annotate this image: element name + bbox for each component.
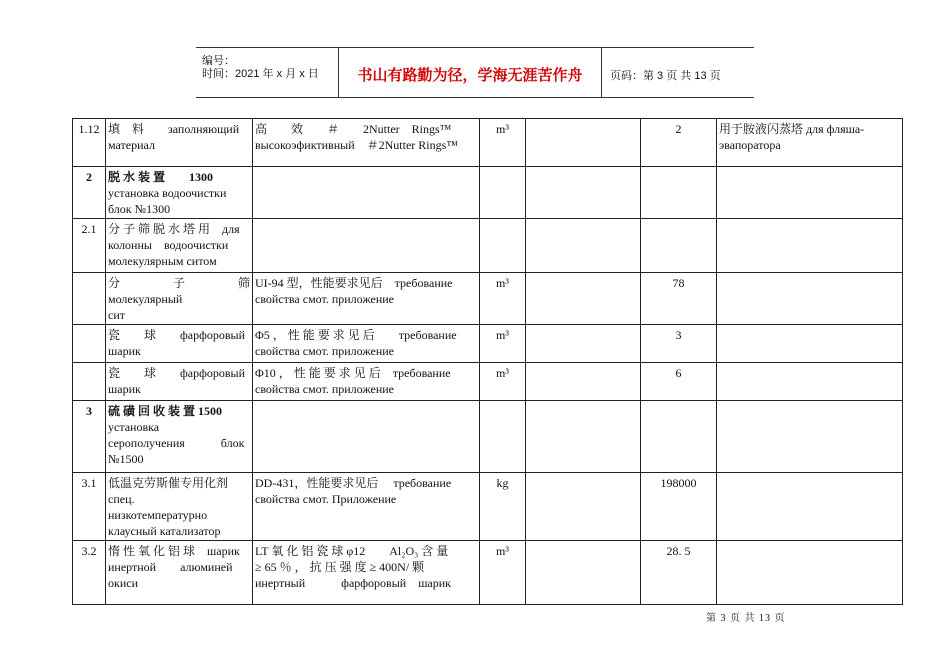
unit-cell bbox=[480, 167, 526, 219]
item-name-cell-line: установка bbox=[108, 420, 160, 434]
item-name-cell bbox=[106, 541, 253, 605]
item-name-cell bbox=[106, 273, 253, 325]
unit-cell bbox=[480, 219, 526, 273]
item-name-cell-line: клаусный катализатор bbox=[108, 524, 221, 538]
header-motto-cell bbox=[339, 48, 602, 97]
time-label: 时间：2021 年 x 月 x 日 bbox=[202, 68, 319, 80]
table-row bbox=[73, 363, 903, 401]
unit-cell bbox=[480, 401, 526, 473]
spec-cell-line: свойства смот. Приложение bbox=[255, 492, 397, 506]
spec-cell bbox=[253, 363, 480, 401]
note-cell bbox=[717, 219, 903, 273]
quantity-cell: 2 bbox=[641, 119, 717, 167]
item-name-cell-line: 分 子 筛 脱 水 塔 用 для bbox=[108, 222, 240, 236]
quantity-cell: 78 bbox=[641, 273, 717, 325]
spec-cell-line: свойства смот. приложение bbox=[255, 292, 395, 306]
unit-cell: m³ bbox=[480, 541, 526, 605]
note-cell-line: эвапоратора bbox=[719, 138, 781, 152]
table-row bbox=[73, 219, 903, 273]
item-name-cell-line: шарик bbox=[108, 382, 141, 396]
item-name-cell-line: 脱 水 装 置 1300 bbox=[108, 170, 214, 184]
blank-cell bbox=[526, 219, 641, 273]
item-name-cell-line: колонны водоочистки bbox=[108, 238, 229, 252]
spec-cell bbox=[253, 119, 480, 167]
blank-cell bbox=[526, 401, 641, 473]
note-cell bbox=[717, 167, 903, 219]
spec-cell-line: Φ5 ， 性 能 要 求 见 后 требование bbox=[255, 328, 457, 342]
note-cell bbox=[717, 363, 903, 401]
item-name-cell-line: шарик bbox=[108, 344, 141, 358]
item-name-cell-line: 低温克劳斯催专用化剂 bbox=[108, 476, 229, 490]
table-row bbox=[73, 119, 903, 167]
note-cell bbox=[717, 119, 903, 167]
quantity-cell: 6 bbox=[641, 363, 717, 401]
item-number-cell: 1.12 bbox=[73, 119, 106, 167]
unit-cell: kg bbox=[480, 473, 526, 541]
spec-cell-line: Φ10 ， 性 能 要 求 见 后 требование bbox=[255, 366, 451, 380]
quantity-cell bbox=[641, 219, 717, 273]
quantity-cell bbox=[641, 401, 717, 473]
spec-cell-line: 高 效 ＃ 2Nutter Rings™ bbox=[255, 122, 452, 136]
spec-cell-line: высокоэфиктивный ＃2Nutter Rings™ bbox=[255, 138, 459, 152]
table-row bbox=[73, 273, 903, 325]
item-number-cell: 2 bbox=[73, 167, 106, 219]
item-number-cell bbox=[73, 273, 106, 325]
item-number-cell: 3.1 bbox=[73, 473, 106, 541]
spec-cell-line: UI-94 型，性能要求见后 требование bbox=[255, 276, 453, 290]
item-name-cell bbox=[106, 167, 253, 219]
item-name-cell-line: низкотемпературно bbox=[108, 508, 208, 522]
blank-cell bbox=[526, 541, 641, 605]
item-name-cell-line: спец. bbox=[108, 492, 135, 506]
item-name-cell-line: установка водоочистки bbox=[108, 186, 227, 200]
page-number-label: 页码：第 3 页 共 13 页 bbox=[610, 70, 721, 82]
item-name-cell-line: инертной алюминей bbox=[108, 560, 233, 574]
spec-cell-line: свойства смот. приложение bbox=[255, 382, 395, 396]
spec-cell-line: LT 氧 化 铝 瓷 球 φ12 Al₂O₃ 含 量 bbox=[255, 544, 449, 558]
item-name-cell-line: серополучения блок bbox=[108, 436, 245, 450]
item-name-cell-line: материал bbox=[108, 138, 155, 152]
item-name-cell-line: молекулярным ситом bbox=[108, 254, 217, 268]
note-cell bbox=[717, 473, 903, 541]
page-header bbox=[196, 47, 754, 98]
item-name-cell-line: сит bbox=[108, 308, 125, 322]
item-name-cell-line: 硫 磺 回 收 装 置 1500 bbox=[108, 404, 223, 418]
table-row bbox=[73, 541, 903, 605]
item-name-cell bbox=[106, 119, 253, 167]
note-cell-line: 用于胺液闪蒸塔 для фляша- bbox=[719, 122, 865, 136]
item-name-cell bbox=[106, 473, 253, 541]
spec-cell-line: свойства смот. приложение bbox=[255, 344, 395, 358]
table-row bbox=[73, 401, 903, 473]
page-footer: 第 3 页 共 13 页 bbox=[706, 613, 786, 624]
note-cell bbox=[717, 401, 903, 473]
item-number-cell bbox=[73, 325, 106, 363]
spec-cell-line: ≥ 65 ％ ， 抗 压 强 度 ≥ 400N/ 颗 bbox=[255, 560, 425, 574]
item-name-cell-line: 惰 性 氧 化 铝 球 шарик bbox=[108, 544, 240, 558]
item-number-cell bbox=[73, 363, 106, 401]
item-number-cell: 2.1 bbox=[73, 219, 106, 273]
note-cell bbox=[717, 273, 903, 325]
note-cell bbox=[717, 325, 903, 363]
item-name-cell-line: блок №1300 bbox=[108, 202, 171, 216]
item-name-cell-line: окиси bbox=[108, 576, 138, 590]
item-number-cell: 3.2 bbox=[73, 541, 106, 605]
table-body bbox=[73, 119, 903, 605]
item-name-cell-line: №1500 bbox=[108, 452, 144, 466]
item-name-cell-line: 分 子 筛 молекулярный bbox=[108, 276, 250, 306]
item-name-cell bbox=[106, 363, 253, 401]
materials-table bbox=[72, 118, 903, 605]
table-row bbox=[73, 325, 903, 363]
item-name-cell bbox=[106, 401, 253, 473]
spec-cell-line: инертный фарфоровый шарик bbox=[255, 576, 452, 590]
blank-cell bbox=[526, 325, 641, 363]
unit-cell: m³ bbox=[480, 273, 526, 325]
quantity-cell: 198000 bbox=[641, 473, 717, 541]
blank-cell bbox=[526, 473, 641, 541]
item-name-cell bbox=[106, 325, 253, 363]
item-name-cell-line: 填 料 заполняющий bbox=[108, 122, 240, 136]
number-label: 编号： bbox=[202, 55, 235, 67]
blank-cell bbox=[526, 363, 641, 401]
spec-cell bbox=[253, 167, 480, 219]
blank-cell bbox=[526, 119, 641, 167]
blank-cell bbox=[526, 273, 641, 325]
spec-cell bbox=[253, 325, 480, 363]
spec-cell bbox=[253, 541, 480, 605]
quantity-cell bbox=[641, 167, 717, 219]
spec-cell bbox=[253, 219, 480, 273]
quantity-cell: 3 bbox=[641, 325, 717, 363]
note-cell bbox=[717, 541, 903, 605]
item-number-cell: 3 bbox=[73, 401, 106, 473]
spec-cell bbox=[253, 473, 480, 541]
spec-cell bbox=[253, 401, 480, 473]
item-name-cell-line: 瓷 球 фарфоровый bbox=[108, 328, 246, 342]
unit-cell: m³ bbox=[480, 119, 526, 167]
table-row bbox=[73, 167, 903, 219]
header-page-cell bbox=[602, 48, 754, 97]
table-row bbox=[73, 473, 903, 541]
header-left-cell bbox=[196, 48, 339, 97]
quantity-cell: 28. 5 bbox=[641, 541, 717, 605]
unit-cell: m³ bbox=[480, 325, 526, 363]
unit-cell: m³ bbox=[480, 363, 526, 401]
blank-cell bbox=[526, 167, 641, 219]
spec-cell bbox=[253, 273, 480, 325]
item-name-cell-line: 瓷 球 фарфоровый bbox=[108, 366, 246, 380]
spec-cell-line: DD-431，性能要求见后 требование bbox=[255, 476, 452, 490]
motto-text: 书山有路勤为径，学海无涯苦作舟 bbox=[357, 66, 583, 84]
item-name-cell bbox=[106, 219, 253, 273]
